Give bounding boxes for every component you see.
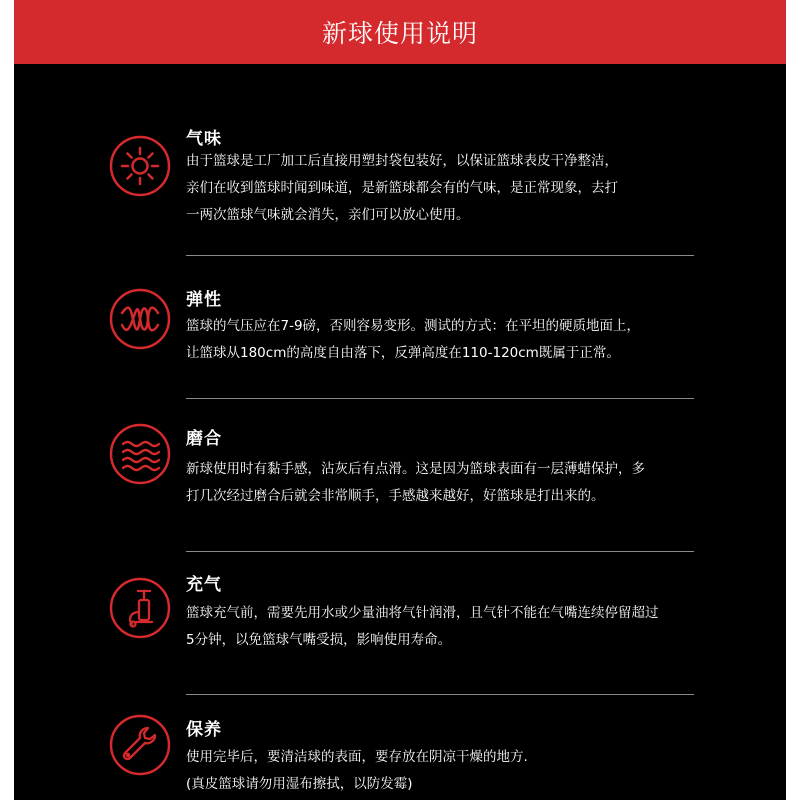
wrench-icon — [108, 713, 172, 777]
text-line: 一两次篮球气味就会消失，亲们可以放心使用。 — [186, 207, 470, 223]
section-title: 弹性 — [186, 290, 222, 310]
text-line: 篮球充气前，需要先用水或少量油将气针润滑，且气针不能在气嘴连续停留超过 — [186, 605, 659, 621]
section-title: 气味 — [186, 129, 222, 149]
sun-icon — [108, 134, 172, 198]
bounce-wave-icon — [108, 287, 172, 351]
instructions-panel — [14, 64, 786, 800]
section-text — [186, 744, 716, 798]
section-divider — [186, 255, 694, 256]
section-divider — [186, 551, 694, 552]
text-line: 5分钟，以免篮球气嘴受损，影响使用寿命。 — [186, 632, 452, 648]
section-text — [186, 600, 716, 654]
text-line: 由于篮球是工厂加工后直接用塑封袋包装好，以保证篮球表皮干净整洁， — [186, 153, 618, 169]
wavy-lines-icon — [108, 422, 172, 486]
section-text — [186, 148, 716, 229]
text-line: (真皮篮球请勿用湿布擦拭，以防发霉) — [186, 776, 413, 792]
header-bar — [14, 0, 786, 64]
text-line: 新球使用时有黏手感，沾灰后有点滑。这是因为篮球表面有一层薄蜡保护，多 — [186, 461, 645, 477]
text-line: 篮球的气压应在7-9磅，否则容易变形。测试的方式：在平坦的硬质地面上， — [186, 318, 641, 334]
section-divider — [186, 694, 694, 695]
section-text — [186, 456, 716, 510]
section-title: 磨合 — [186, 429, 222, 449]
page-title: 新球使用说明 — [321, 19, 478, 48]
section-divider — [186, 398, 694, 399]
text-line: 亲们在收到篮球时闻到味道，是新篮球都会有的气味，是正常现象，去打 — [186, 180, 618, 196]
section-title: 保养 — [186, 720, 222, 740]
text-line: 打几次经过磨合后就会非常顺手，手感越来越好，好篮球是打出来的。 — [186, 488, 605, 504]
section-text — [186, 313, 716, 367]
text-line: 使用完毕后，要清洁球的表面，要存放在阴凉干燥的地方. — [186, 749, 528, 765]
section-title: 充气 — [186, 575, 222, 595]
pump-icon — [108, 576, 172, 640]
text-line: 让篮球从180cm的高度自由落下，反弹高度在110-120cm既属于正常。 — [186, 345, 620, 361]
